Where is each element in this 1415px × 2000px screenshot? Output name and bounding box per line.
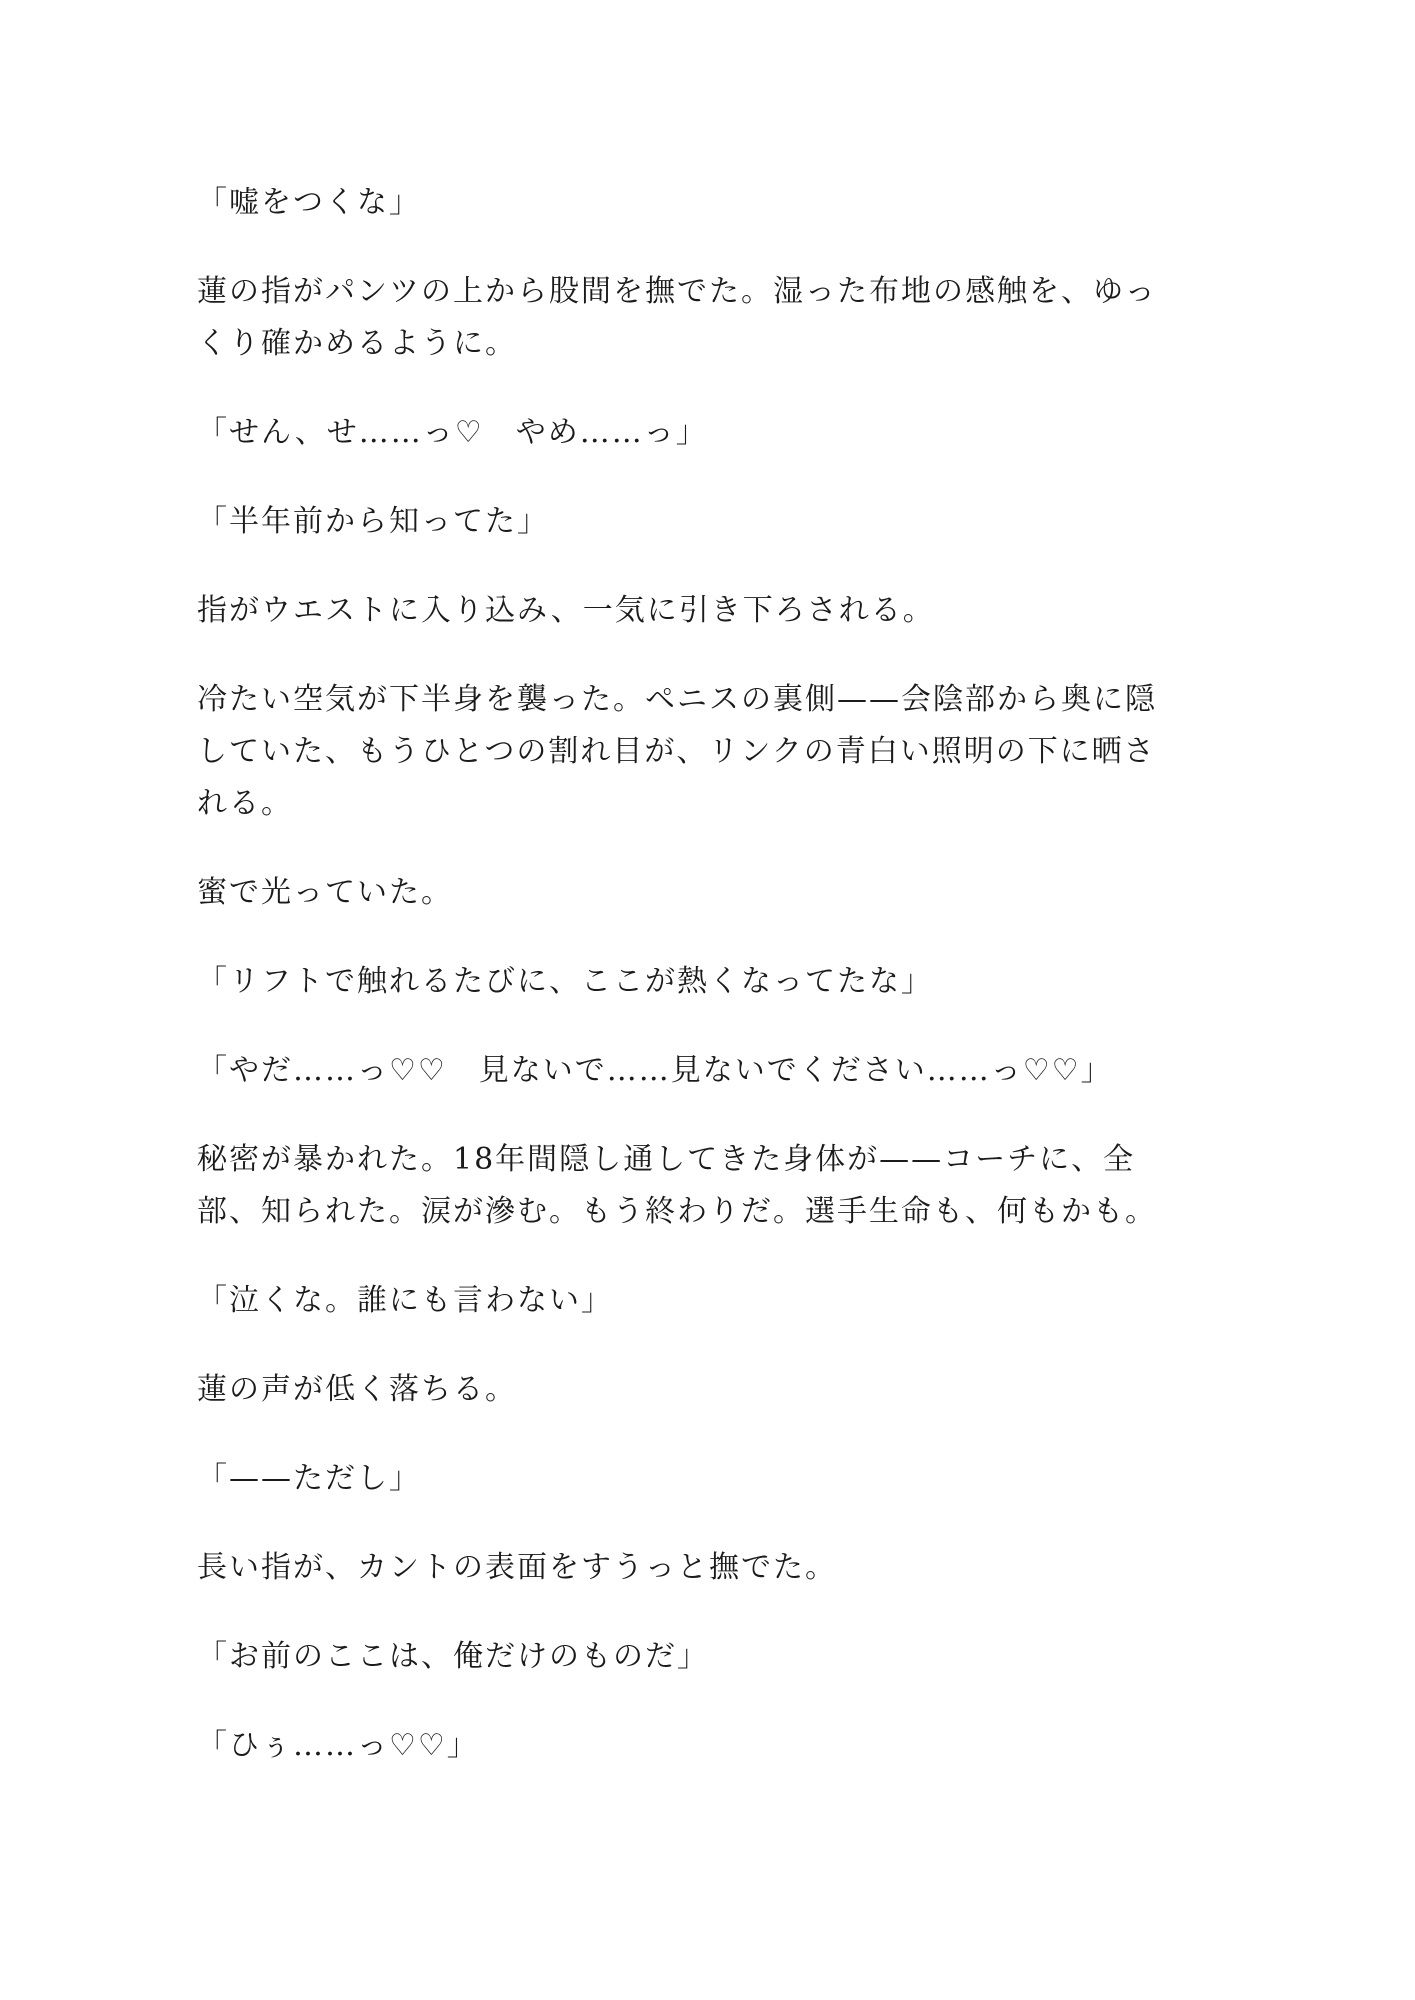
paragraph-dialogue <box>197 1453 1182 1505</box>
text-line: 「リフトで触れるたびに、ここが熱くなってたな」 <box>197 964 933 999</box>
text-line: 「ひぅ……っ♡♡」 <box>197 1728 479 1763</box>
paragraph-dialogue <box>197 1631 1182 1683</box>
paragraph-narration <box>197 585 1182 637</box>
paragraph-narration <box>197 1364 1182 1416</box>
paragraph-dialogue <box>197 177 1182 229</box>
paragraph-dialogue <box>197 1045 1182 1097</box>
text-line: 部、知られた。涙が滲む。もう終わりだ。選手生命も、何もかも。 <box>197 1194 1157 1229</box>
paragraph-dialogue <box>197 1275 1182 1327</box>
paragraph-narration <box>197 266 1182 370</box>
text-line: 「——ただし」 <box>197 1461 421 1496</box>
text-line: していた、もうひとつの割れ目が、リンクの青白い照明の下に晒さ <box>197 734 1156 769</box>
paragraph-dialogue <box>197 496 1182 548</box>
text-line: 「嘘をつくな」 <box>197 185 421 220</box>
text-line: 蓮の声が低く落ちる。 <box>197 1372 517 1407</box>
text-line: 「お前のここは、俺だけのものだ」 <box>197 1639 709 1674</box>
text-line: れる。 <box>197 786 293 821</box>
paragraph-dialogue <box>197 1720 1182 1772</box>
paragraph-dialogue <box>197 407 1182 459</box>
text-line: 「やだ……っ♡♡ 見ないで……見ないでください……っ♡♡」 <box>197 1053 1113 1088</box>
paragraph-narration <box>197 867 1182 919</box>
text-line: 長い指が、カントの表面をすうっと撫でた。 <box>197 1550 837 1585</box>
text-line: 「泣くな。誰にも言わない」 <box>197 1283 613 1318</box>
text-line: 蜜で光っていた。 <box>197 875 453 910</box>
paragraph-narration <box>197 1134 1182 1238</box>
paragraph-dialogue <box>197 956 1182 1008</box>
text-line: 指がウエストに入り込み、一気に引き下ろされる。 <box>197 593 935 628</box>
text-line: 「せん、せ……っ♡ やめ……っ」 <box>197 415 708 450</box>
paragraph-narration <box>197 674 1182 830</box>
text-line: 冷たい空気が下半身を襲った。ペニスの裏側——会陰部から奥に隠 <box>197 682 1157 717</box>
text-line: くり確かめるように。 <box>197 326 517 361</box>
text-column <box>197 177 1182 1772</box>
text-line: 秘密が暴かれた。18年間隠し通してきた身体が——コーチに、全 <box>197 1142 1136 1177</box>
paragraph-narration <box>197 1542 1182 1594</box>
text-line: 「半年前から知ってた」 <box>197 504 549 539</box>
text-line: 蓮の指がパンツの上から股間を撫でた。湿った布地の感触を、ゆっ <box>197 274 1157 309</box>
